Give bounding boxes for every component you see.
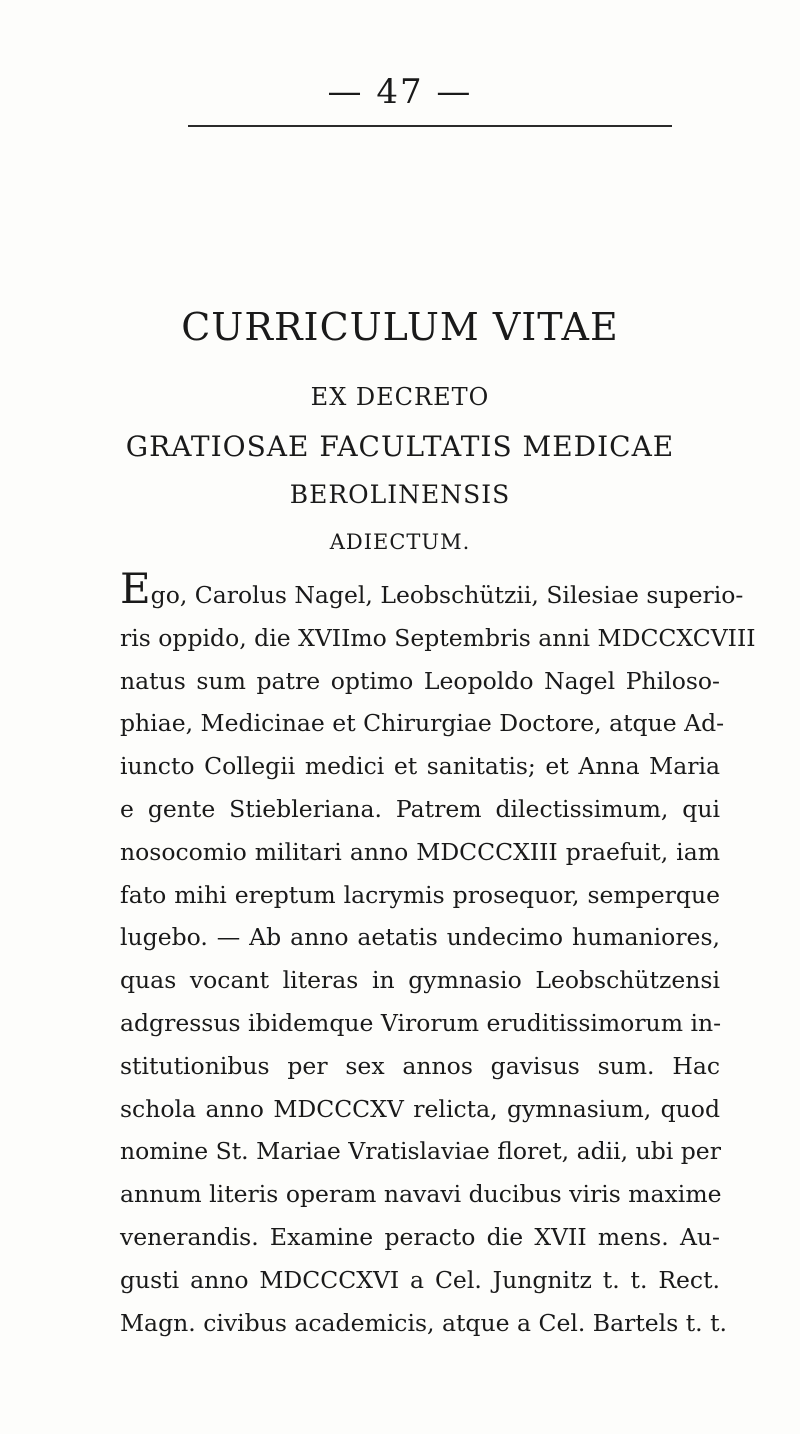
- subheading-faculty: GRATIOSAE FACULTATIS MEDICAE: [125, 430, 675, 463]
- text-line: [120, 564, 744, 617]
- page-title: CURRICULUM VITAE: [181, 305, 619, 349]
- text-line: stitutionibus per sex annos gavisus sum. Hac: [120, 1051, 720, 1080]
- text-line: lugebo. — Ab anno aetatis undecimo humaniores,: [120, 923, 720, 952]
- text-line: gusti anno MDCCCXVI a Cel. Jungnitz t. t. Rect.: [120, 1265, 720, 1294]
- subheading-appended: ADIECTUM.: [329, 530, 471, 554]
- drop-cap: E: [120, 564, 151, 613]
- header-rule: [188, 125, 672, 127]
- text-line: quas vocant literas in gymnasio Leobschützensi: [120, 966, 720, 995]
- text-line: ris oppido, die XVIImo Septembris anni MDCCXCVIII: [120, 623, 756, 652]
- text-line: iuncto Collegii medici et sanitatis; et Anna Maria: [120, 752, 720, 781]
- text-line-content: go, Carolus Nagel, Leobschützii, Silesiae superio-: [150, 581, 744, 609]
- text-line: Magn. civibus academicis, atque a Cel. Bartels t. t.: [120, 1308, 728, 1337]
- text-line: e gente Stiebleriana. Patrem dilectissimum, qui: [120, 794, 720, 823]
- text-line: schola anno MDCCCXV relicta, gymnasium, quod: [120, 1094, 720, 1123]
- subheading-decree: EX DECRETO: [310, 383, 490, 411]
- text-line: natus sum patre optimo Leopoldo Nagel Philoso-: [120, 666, 720, 695]
- text-line: phiae, Medicinae et Chirurgiae Doctore, atque Ad-: [120, 709, 725, 738]
- text-line: fato mihi ereptum lacrymis prosequor, semperque: [120, 880, 720, 909]
- text-line: venerandis. Examine peracto die XVII mens. Au-: [120, 1222, 720, 1251]
- text-line: nomine St. Mariae Vratislaviae floret, adii, ubi per: [120, 1137, 721, 1166]
- text-line: annum literis operam navavi ducibus viris maxime: [120, 1180, 722, 1209]
- text-line: adgressus ibidemque Virorum eruditissimorum in-: [120, 1008, 722, 1037]
- text-line: nosocomio militari anno MDCCCXIII praefuit, iam: [120, 837, 720, 866]
- subheading-university: BEROLINENSIS: [289, 480, 511, 509]
- page-number: — 47 —: [327, 72, 473, 112]
- vita-paragraph: [120, 564, 756, 1344]
